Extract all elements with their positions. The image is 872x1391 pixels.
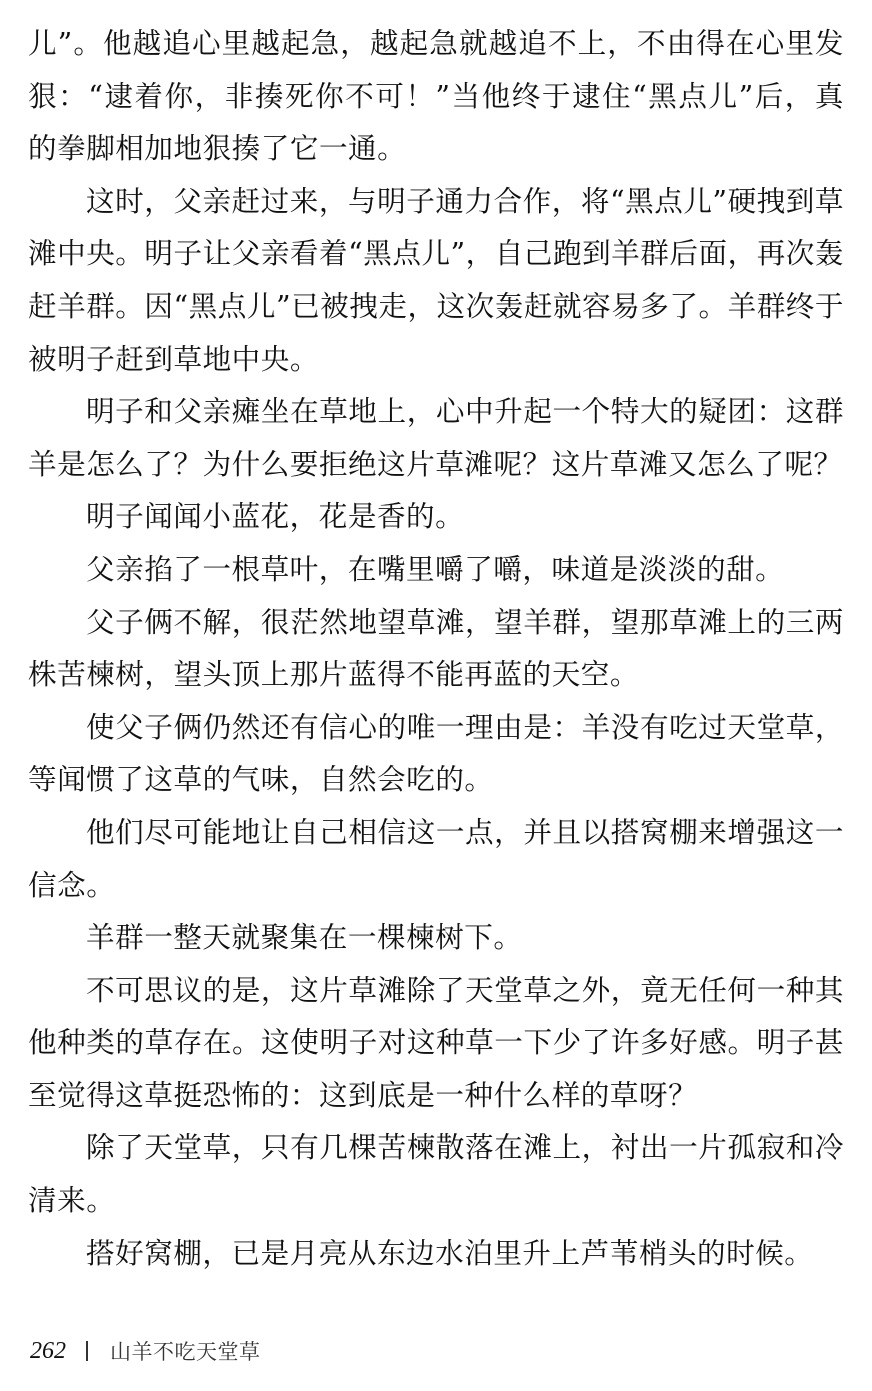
paragraph: 不可思议的是，这片草滩除了天堂草之外，竟无任何一种其他种类的草存在。这使明子对这种草一下少了许多好感。明子甚至觉得这草挺恐怖的：这到底是一种什么样的草呀？ xyxy=(28,972,844,1112)
paragraph: 这时，父亲赶过来，与明子通力合作，将“黑点儿”硬拽到草滩中央。明子让父亲看着“黑点儿”，自己跑到羊群后面，再次轰赶羊群。因“黑点儿”已被拽走，这次轰赶就容易多了。羊群终于被明子赶到草地中央。 xyxy=(28,183,844,376)
paragraph: 父子俩不解，很茫然地望草滩，望羊群，望那草滩上的三两株苦楝树，望头顶上那片蓝得不能再蓝的天空。 xyxy=(28,604,844,692)
paragraph: 明子和父亲瘫坐在草地上，心中升起一个特大的疑团：这群羊是怎么了？为什么要拒绝这片草滩呢？这片草滩又怎么了呢？ xyxy=(28,394,844,481)
paragraph: 除了天堂草，只有几棵苦楝散落在滩上，衬出一片孤寂和冷清来。 xyxy=(28,1130,844,1218)
paragraph: 羊群一整天就聚集在一棵楝树下。 xyxy=(86,920,523,955)
paragraph: 儿”。他越追心里越起急，越起急就越追不上，不由得在心里发狠：“逮着你，非揍死你不可！”当他终于逮住“黑点儿”后，真的拳脚相加地狠揍了它一通。 xyxy=(28,26,844,166)
paragraph: 使父子俩仍然还有信心的唯一理由是：羊没有吃过天堂草，等闻惯了这草的气味，自然会吃的。 xyxy=(28,709,844,797)
paragraph: 他们尽可能地让自己相信这一点，并且以搭窝棚来增强这一信念。 xyxy=(28,814,844,902)
page-body xyxy=(28,17,844,1279)
paragraph: 父亲掐了一根草叶，在嘴里嚼了嚼，味道是淡淡的甜。 xyxy=(86,551,785,586)
book-title: 山羊不吃天堂草 xyxy=(110,1340,261,1364)
page-number: 262 xyxy=(30,1337,66,1364)
paragraph: 搭好窝棚，已是月亮从东边水泊里升上芦苇梢头的时候。 xyxy=(86,1235,814,1270)
paragraph: 明子闻闻小蓝花，花是香的。 xyxy=(86,499,465,534)
page-footer xyxy=(30,1333,261,1369)
footer-divider xyxy=(86,1341,88,1361)
